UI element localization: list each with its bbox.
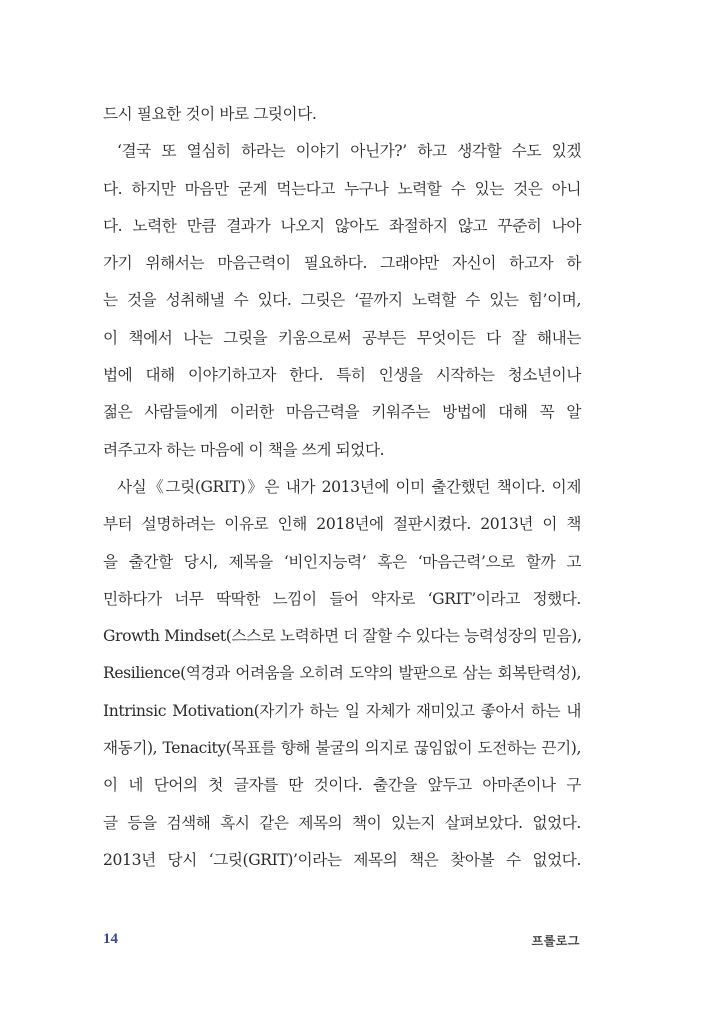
text-line: 드시 필요한 것이 바로 그릿이다.	[103, 105, 317, 123]
text-line: Growth Mindset(스스로 노력하면 더 잘할 수 있다는 능력성장의 믿음),	[103, 627, 582, 646]
text-line: 는 것을 성취해낼 수 있다. 그릿은 ‘끝까지 노력할 수 있는 힘’이며,	[103, 291, 581, 310]
body-text	[103, 99, 581, 882]
text-line: 민하다가 너무 딱딱한 느낌이 들어 약자로 ‘GRIT’이라고 정했다.	[103, 589, 581, 608]
text-line: 가기 위해서는 마음근력이 필요하다. 그래야만 자신이 하고자 하	[103, 254, 581, 273]
text-line: 다. 하지만 마음만 굳게 먹는다고 누구나 노력할 수 있는 것은 아니	[103, 179, 581, 198]
text-line: ‘결국 또 열심히 하라는 이야기 아닌가?’ 하고 생각할 수도 있겠	[117, 142, 581, 161]
text-line: 재동기), Tenacity(목표를 향해 불굴의 의지로 끊임없이 도전하는 끈기),	[103, 739, 581, 758]
text-line: 이 책에서 나는 그릿을 키움으로써 공부든 무엇이든 다 잘 해내는	[103, 328, 581, 347]
text-line: 젊은 사람들에게 이러한 마음근력을 키워주는 방법에 대해 꼭 알	[103, 403, 581, 422]
text-line: 부터 설명하려는 이유로 인해 2018년에 절판시켰다. 2013년 이 책	[103, 515, 581, 534]
text-line: 을 출간할 당시, 제목을 ‘비인지능력’ 혹은 ‘마음근력’으로 할까 고	[103, 552, 581, 571]
text-line: 2013년 당시 ‘그릿(GRIT)’이라는 제목의 책은 찾아볼 수 없었다.	[103, 850, 581, 869]
page-number: 14	[103, 931, 118, 947]
text-line: Resilience(역경과 어려움을 오히려 도약의 발판으로 삼는 회복탄력성),	[103, 664, 581, 683]
text-line: 이 네 단어의 첫 글자를 딴 것이다. 출간을 앞두고 아마존이나 구	[103, 776, 581, 795]
text-line: 법에 대해 이야기하고자 한다. 특히 인생을 시작하는 청소년이나	[103, 366, 581, 385]
text-line: 사실《그릿(GRIT)》은 내가 2013년에 이미 출간했던 책이다. 이제	[117, 477, 581, 496]
text-line: Intrinsic Motivation(자기가 하는 일 자체가 재미있고 좋아서 하는 내	[103, 701, 581, 720]
text-line: 려주고자 하는 마음에 이 책을 쓰게 되었다.	[103, 440, 385, 459]
running-footer-section-title: 프롤로그	[531, 934, 580, 948]
text-line: 다. 노력한 만큼 결과가 나오지 않아도 좌절하지 않고 꾸준히 나아	[103, 216, 581, 235]
text-line: 글 등을 검색해 혹시 같은 제목의 책이 있는지 살펴보았다. 없었다.	[103, 813, 581, 832]
